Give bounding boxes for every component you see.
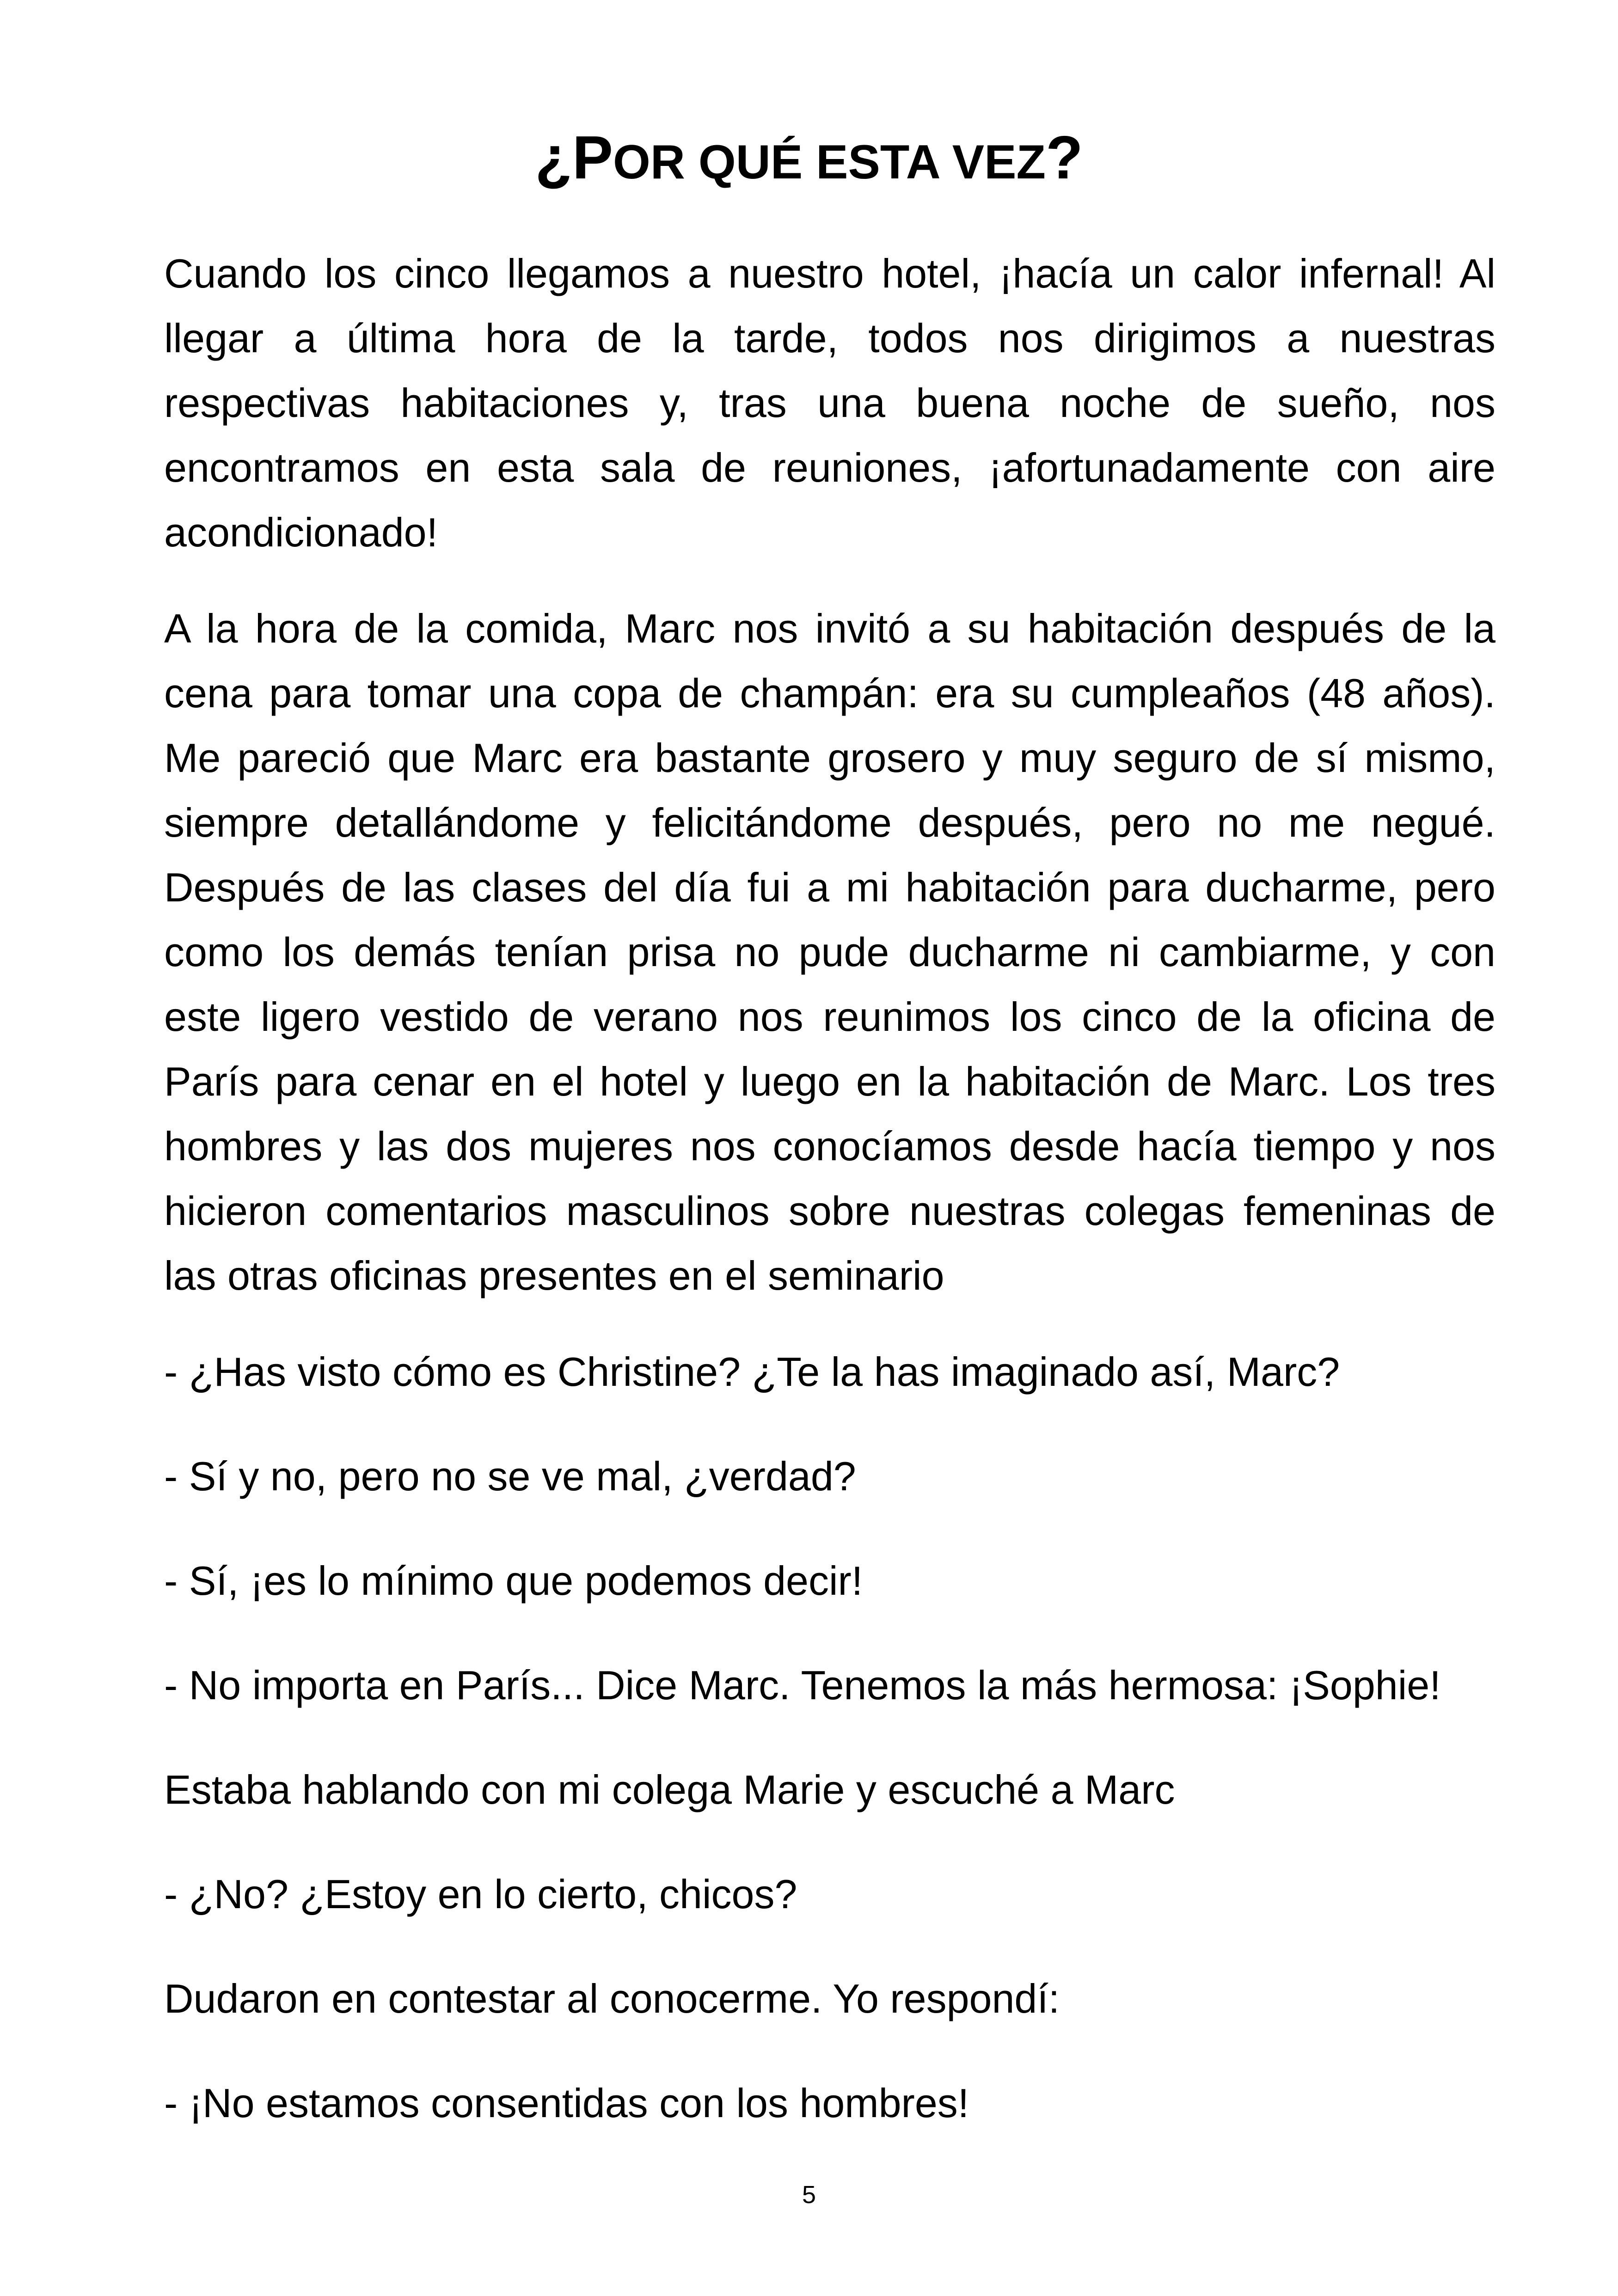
dialogue-line: - ¿Has visto cómo es Christine? ¿Te la has imaginado así, Marc? bbox=[164, 1349, 1340, 1395]
chapter-body bbox=[164, 241, 1495, 2175]
title-close-question-mark: ? bbox=[1046, 123, 1083, 191]
title-open-question-mark: ¿ bbox=[535, 123, 572, 191]
narration-line: Dudaron en contestar al conocerme. Yo respondí: bbox=[164, 1976, 1060, 2021]
dialogue-line: - ¡No estamos consentidas con los hombres! bbox=[164, 2080, 969, 2126]
dialogue-line: - Sí y no, pero no se ve mal, ¿verdad? bbox=[164, 1453, 856, 1499]
dialogue-line: - No importa en París... Dice Marc. Tenemos la más hermosa: ¡Sophie! bbox=[164, 1662, 1441, 1708]
paragraph-arrival: Cuando los cinco llegamos a nuestro hotel, ¡hacía un calor infernal! Al llegar a última hora de la tarde, todos nos dirigimos a nuestras respectivas habitaciones y, tras una buena noche de sueño, nos encontramos en esta sala de reuniones, ¡afortunadamente con aire acondicionado! bbox=[164, 251, 1495, 555]
title-first-letter: P bbox=[572, 123, 613, 191]
title-rest: OR QUÉ ESTA VEZ bbox=[613, 135, 1046, 189]
dialogue-line: - Sí, ¡es lo mínimo que podemos decir! bbox=[164, 1558, 863, 1604]
chapter-title bbox=[0, 121, 1618, 194]
narration-line: Estaba hablando con mi colega Marie y escuché a Marc bbox=[164, 1767, 1175, 1812]
dialogue-line: - ¿No? ¿Estoy en lo cierto, chicos? bbox=[164, 1871, 797, 1917]
paragraph-dinner: A la hora de la comida, Marc nos invitó a su habitación después de la cena para tomar una copa de champán: era su cumpleaños (48 años). Me pareció que Marc era bastante grosero y muy seguro de sí mismo, siempre detallándome y felicitándome después, pero no me negué. Después de las clases del día fui a mi habitación para ducharme, pero como los demás tenían prisa no pude ducharme ni cambiarme, y con este ligero vestido de verano nos reunimos los cinco de la oficina de París para cenar en el hotel y luego en la habitación de Marc. Los tres hombres y las dos mujeres nos conocíamos desde hacía tiempo y nos hicieron comentarios masculinos sobre nuestras colegas femeninas de las otras oficinas presentes en el seminario bbox=[164, 606, 1495, 1298]
page-number: 5 bbox=[802, 2181, 816, 2209]
